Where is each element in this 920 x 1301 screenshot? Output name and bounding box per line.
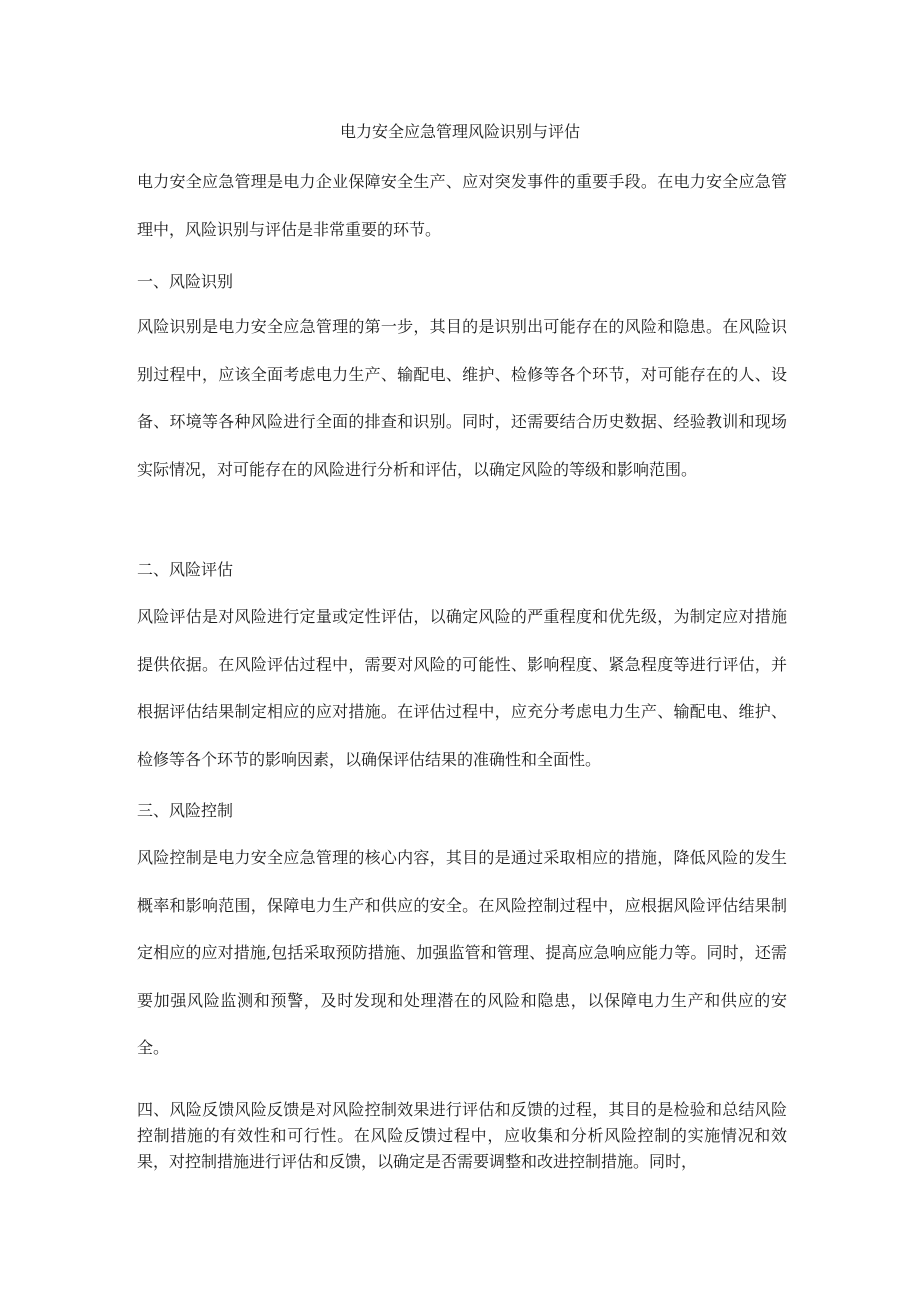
section-body-risk-feedback: 四、风险反馈风险反馈是对风险控制效果进行评估和反馈的过程，其目的是检验和总结风险控制措施的有效性和可行性。在风险反馈过程中，应收集和分析风险控制的实施情况和效果，对控制措施进行评估和反馈，以确定是否需要调整和改进控制措施。同时， [137, 1100, 787, 1171]
section-heading-risk-assessment: 二、风险评估 [137, 560, 234, 579]
section-heading-risk-control: 三、风险控制 [137, 801, 234, 820]
document-title: 电力安全应急管理风险识别与评估 [339, 122, 580, 141]
section-body-risk-identification: 风险识别是电力安全应急管理的第一步，其目的是识别出可能存在的风险和隐患。在风险识别过程中，应该全面考虑电力生产、输配电、维护、检修等各个环节，对可能存在的人、设备、环境等各种风险进行全面的排查和识别。同时，还需要结合历史数据、经验教训和现场实际情况，对可能存在的风险进行分析和评估，以确定风险的等级和影响范围。 [137, 317, 787, 479]
intro-paragraph: 电力安全应急管理是电力企业保障安全生产、应对突发事件的重要手段。在电力安全应急管理中，风险识别与评估是非常重要的环节。 [137, 172, 787, 239]
section-body-risk-control: 风险控制是电力安全应急管理的核心内容，其目的是通过采取相应的措施，降低风险的发生概率和影响范围，保障电力生产和供应的安全。在风险控制过程中，应根据风险评估结果制定相应的应对措施,包括采取预防措施、加强监管和管理、提高应急响应能力等。同时，还需要加强风险监测和预警，及时发现和处理潜在的风险和隐患，以保障电力生产和供应的安全。 [137, 848, 787, 1057]
section-heading-risk-identification: 一、风险识别 [137, 272, 234, 291]
section-body-risk-assessment: 风险评估是对风险进行定量或定性评估，以确定风险的严重程度和优先级，为制定应对措施提供依据。在风险评估过程中，需要对风险的可能性、影响程度、紧急程度等进行评估，并根据评估结果制定相应的应对措施。在评估过程中，应充分考虑电力生产、输配电、维护、检修等各个环节的影响因素，以确保评估结果的准确性和全面性。 [137, 607, 787, 769]
